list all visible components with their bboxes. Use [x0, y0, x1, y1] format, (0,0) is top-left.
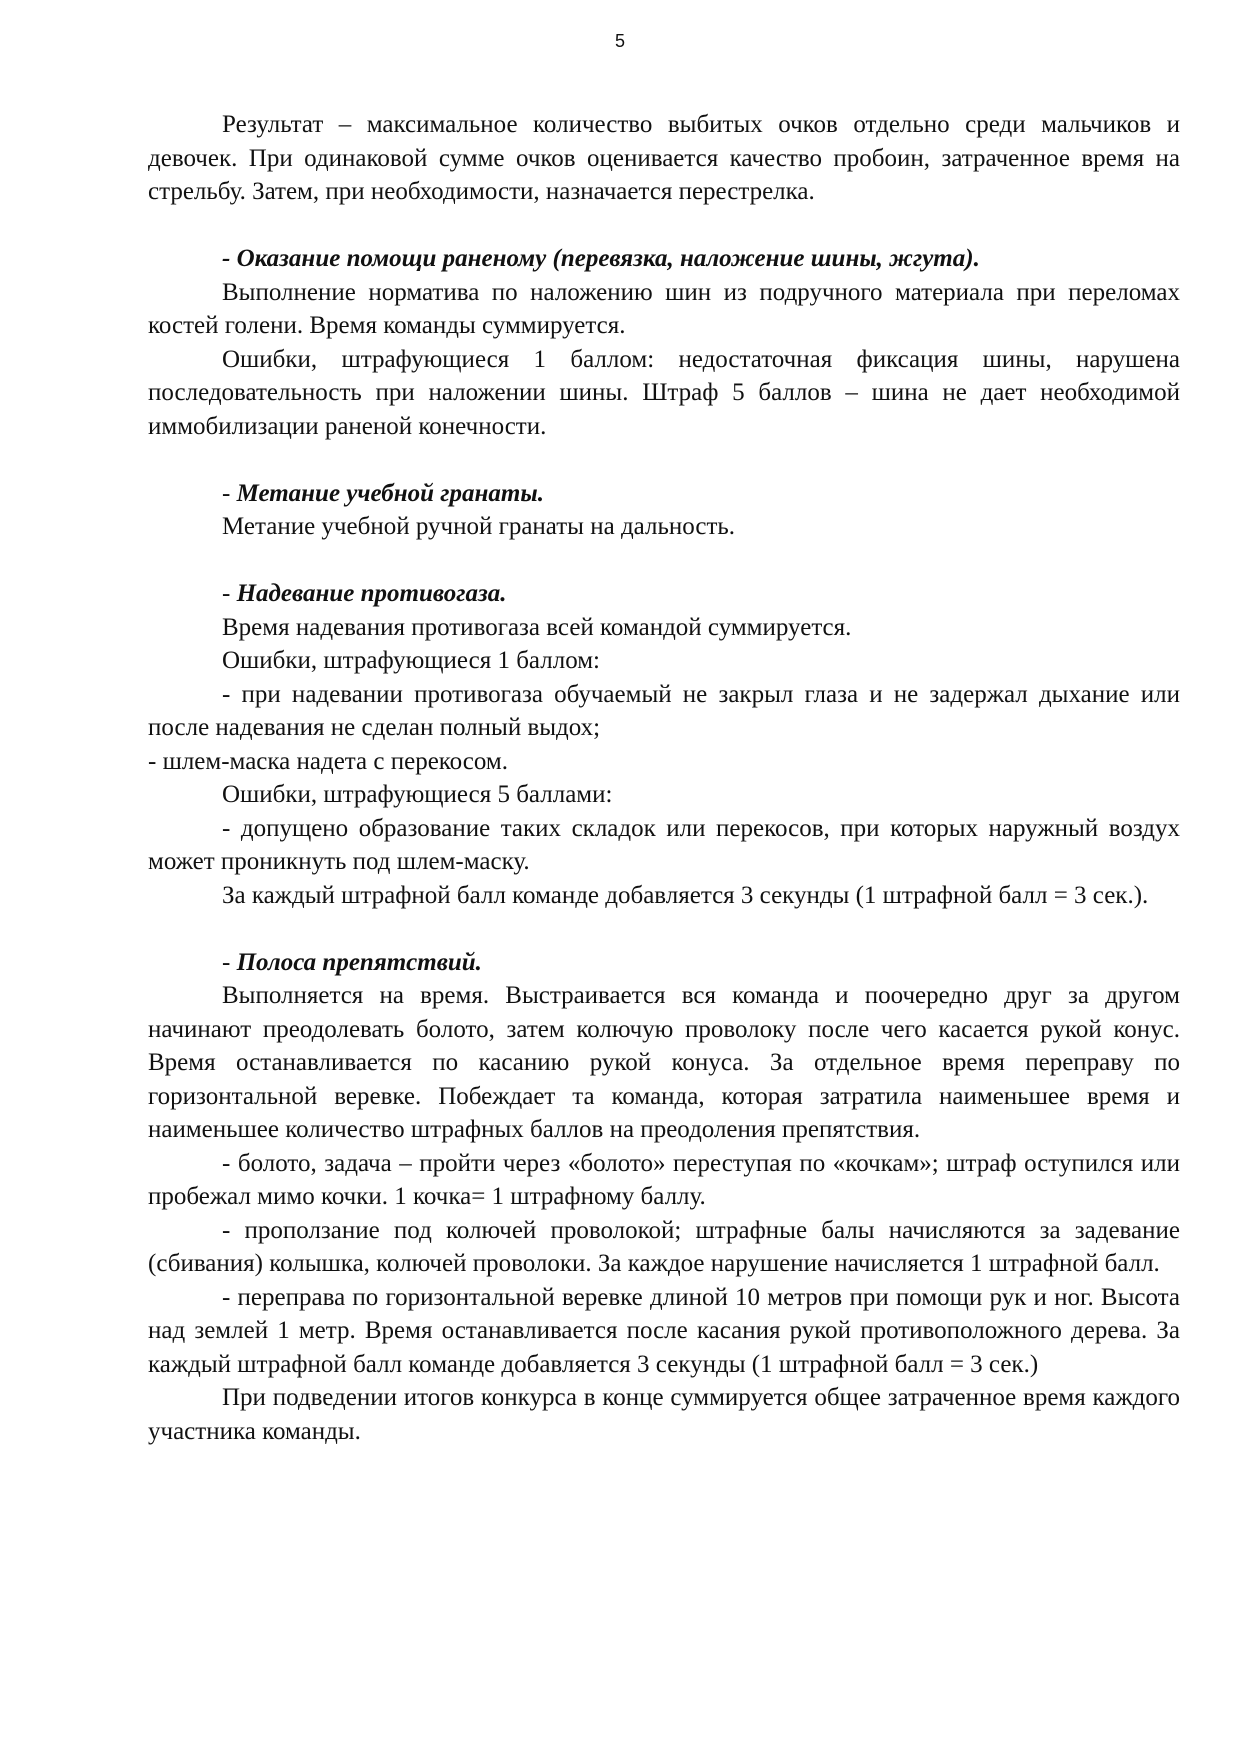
document-body: [148, 108, 1180, 1448]
spacer: [148, 544, 1180, 578]
paragraph-error-folds: - допущено образование таких складок или перекосов, при которых наружный воздух может проникнуть под шлем-маску.: [148, 814, 1180, 875]
heading-dash: -: [222, 479, 237, 507]
spacer: [148, 209, 1180, 243]
paragraph-error-eyes: - при надевании противогаза обучаемый не закрыл глаза и не задержал дыхание или после надевания не сделан полный выдох;: [148, 680, 1180, 741]
paragraph-splint-errors: Ошибки, штрафующиеся 1 баллом: недостаточная фиксация шины, нарушена последовательность при наложении шины. Штраф 5 баллов – шина не дает необходимой иммобилизации раненой конечности.: [148, 345, 1180, 440]
heading-text: Оказание помощи раненому (перевязка, наложение шины, жгута).: [236, 245, 980, 272]
paragraph-splint-norm: Выполнение норматива по наложению шин из подручного материала при переломах костей голени. Время команды суммируется.: [148, 278, 1180, 339]
heading-text: Надевание противогаза.: [236, 580, 507, 607]
heading-dash: -: [222, 245, 237, 272]
section-heading-obstacle-course: [148, 946, 1180, 980]
paragraph-obstacle-description: Выполняется на время. Выстраивается вся команда и поочередно друг за другом начинают преодолевать болото, затем колючую проволоку после чего касается рукой конус. Время останавливается по касанию рукой конуса. За отдельное время переправу по горизонтальной веревке. Побеждает та команда, которая затратила наименьшее время и наименьшее количество штрафных баллов на преодоления препятствия.: [148, 982, 1180, 1143]
paragraph-penalty-seconds: За каждый штрафной балл команде добавляется 3 секунды (1 штрафной балл = 3 сек.).: [222, 881, 1149, 909]
heading-text: Полоса препятствий.: [236, 948, 482, 976]
paragraph-rope-crossing: - переправа по горизонтальной веревке длиной 10 метров при помощи рук и ног. Высота над землей 1 метр. Время останавливается после касания рукой противоположного дерева. За каждый штрафной балл команде добавляется 3 секунды (1 штрафной балл = 3 сек.): [148, 1283, 1180, 1378]
paragraph-swamp: - болото, задача – пройти через «болото» переступая по «кочкам»; штраф оступился или пробежал мимо кочки. 1 кочка= 1 штрафному баллу.: [148, 1149, 1180, 1210]
paragraph-result: Результат – максимальное количество выбитых очков отдельно среди мальчиков и девочек. При одинаковой сумме очков оценивается качество пробоин, затраченное время на стрельбу. Затем, при необходимости, назначается перестрелка.: [148, 111, 1180, 205]
section-heading-first-aid: [148, 242, 1180, 276]
paragraph-barbed-wire: - проползание под колючей проволокой; штрафные балы начисляются за задевание (сбивания) колышка, колючей проволоки. За каждое нарушение начисляется 1 штрафной балл.: [148, 1216, 1180, 1277]
paragraph-grenade: Метание учебной ручной гранаты на дальность.: [222, 513, 736, 540]
heading-dash: -: [222, 948, 237, 976]
paragraph-error-mask-skew: - шлем-маска надета с перекосом.: [148, 747, 508, 775]
paragraph-summary: При подведении итогов конкурса в конце суммируется общее затраченное время каждого участника команды.: [148, 1384, 1180, 1445]
heading-dash: -: [222, 580, 237, 607]
paragraph-errors-5-points: Ошибки, штрафующиеся 5 баллами:: [222, 781, 613, 808]
spacer: [148, 912, 1180, 946]
heading-text: Метание учебной гранаты.: [236, 479, 544, 507]
paragraph-gas-mask-time: Время надевания противогаза всей командой суммируется.: [222, 613, 852, 641]
page-number: 5: [614, 31, 625, 51]
paragraph-errors-1-point: Ошибки, штрафующиеся 1 баллом:: [222, 647, 600, 674]
spacer: [148, 443, 1180, 477]
section-heading-gas-mask: [148, 577, 1180, 611]
section-heading-grenade: [148, 477, 1180, 511]
